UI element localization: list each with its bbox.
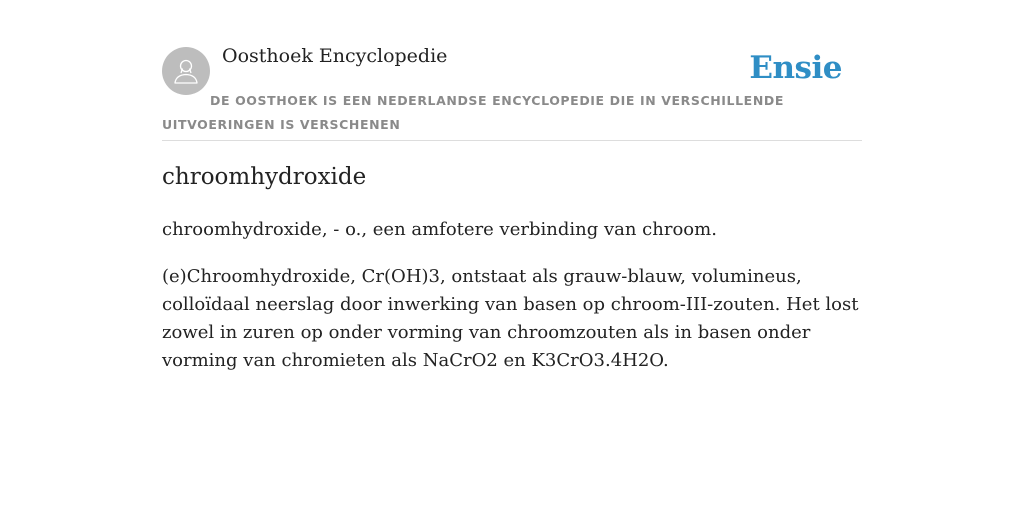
source-description: DE OOSTHOEK IS EEN NEDERLANDSE ENCYCLOPEDIE DIE IN VERSCHILLENDE UITVOERINGEN IS VERSCHENEN [162,93,784,132]
ensie-logo-link[interactable]: Ensie [749,50,842,86]
article-paragraph-2: (e)Chroomhydroxide, Cr(OH)3, ontstaat als grauw-blauw, volumineus, colloïdaal neerslag door inwerking van basen op chroom-III-zouten. Het lost zowel in zuren op onder vorming van chroomzouten als in basen onder vorming van chromieten als NaCrO2 en K3CrO3.4H2O. [162,266,859,371]
page-container [162,0,862,371]
user-icon [171,56,201,86]
article-headword: chroomhydroxide [162,164,367,190]
source-title-link[interactable]: Oosthoek Encyclopedie [222,45,448,67]
source-header [162,0,862,141]
source-avatar[interactable] [162,47,210,95]
article-paragraph-1: chroomhydroxide, - o., een amfotere verbinding van chroom. [162,219,717,240]
